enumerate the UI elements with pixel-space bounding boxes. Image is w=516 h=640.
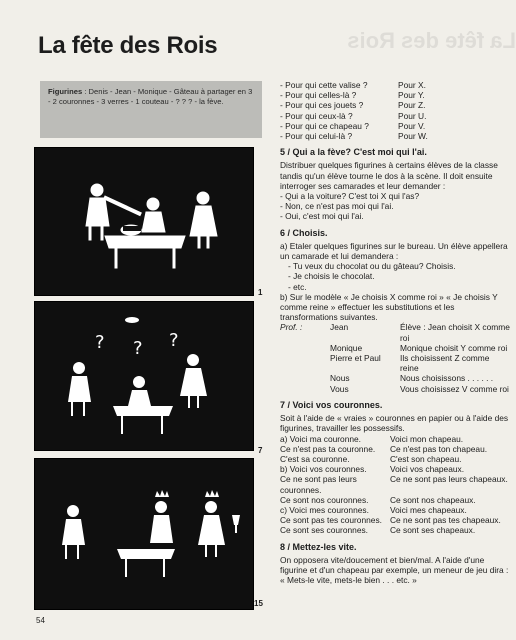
- figurines-box: [40, 81, 262, 138]
- question-row: - Pour qui ces jouets ? Pour Z.: [280, 100, 426, 111]
- section-5-line: - Non, ce n'est pas moi qui l'ai.: [280, 201, 394, 212]
- section-7-heading: 7 / Voici vos couronnes.: [280, 399, 383, 410]
- possessive-row: C'est sa couronne. C'est son chapeau.: [280, 453, 462, 464]
- possessive-row: c) Voici mes couronnes. Voici mes chapeaux.: [280, 504, 467, 515]
- question-row: - Pour qui celles-là ? Pour Y.: [280, 90, 425, 101]
- panel-number-7: 7: [258, 446, 263, 455]
- section-5-text: Distribuer quelques figurines à certains élèves de la classe tandis qu'un élève tourne le dos à la scène. Il doit ensuite interroger ses camarades et leur demander :: [280, 160, 498, 191]
- illustration-panel-1: [34, 147, 254, 296]
- possessive-row: Ce ne sont pas leurs couronnes. Ce ne sont pas leurs chapeaux.: [280, 474, 508, 495]
- section-5-line: - Qui a la voiture? C'est toi X qui l'as?: [280, 191, 420, 202]
- question-row: - Pour qui celui-là ? Pour W.: [280, 131, 428, 142]
- page-number: 54: [36, 616, 45, 625]
- section-6a-line: - etc.: [288, 281, 307, 292]
- possessive-row: Ce sont pas tes couronnes. Ce ne sont pas tes chapeaux.: [280, 515, 501, 526]
- svg-text:?: ?: [133, 338, 143, 359]
- possessive-row: Ce sont nos couronnes. Ce sont nos chapeaux.: [280, 494, 476, 505]
- dialog-row: Monique Monique choisit Y comme roi: [330, 342, 508, 353]
- illustration-cutting-cake: [35, 148, 253, 295]
- panel-number-1: 1: [258, 288, 263, 297]
- dialog-row: Pierre et Paul Ils choisissent Z comme reine: [330, 353, 490, 374]
- dialog-row: Prof. : Jean Élève : Jean choisit X comme roi: [280, 322, 510, 343]
- possessive-row: Ce sont ses couronnes. Ce sont ses chapeaux.: [280, 525, 476, 536]
- section-5-heading: 5 / Qui a la fève? C'est moi qui l'ai.: [280, 147, 427, 158]
- svg-text:?: ?: [169, 330, 179, 351]
- page-title: La fête des Rois: [38, 32, 218, 59]
- section-6a-line: - Tu veux du chocolat ou du gâteau? Choisis.: [288, 261, 456, 272]
- illustration-panel-2: [34, 301, 254, 451]
- illustration-crowns: [35, 459, 253, 609]
- dialog-row: Nous Nous choisissons . . . . . .: [330, 373, 494, 384]
- panel-number-15: 15: [254, 599, 263, 608]
- section-6a-text: a) Etaler quelques figurines sur le bureau. Un élève appellera un camarade et lui demandera :: [280, 240, 508, 262]
- possessive-row: a) Voici ma couronne. Voici mon chapeau.: [280, 433, 464, 444]
- figurines-text: : Denis - Jean - Monique - Gâteau à partager en 3 - 2 couronnes - 3 verres - 1 couteau - ? ? ? - la fève.: [48, 87, 253, 106]
- svg-text:?: ?: [95, 332, 105, 353]
- section-8-text: On opposera vite/doucement et bien/mal. A l'aide d'une figurine et d'un chapeau par exemple, un meneur de jeu dira : « Mets-le vite, mets-le bien . . . etc. »: [280, 554, 509, 586]
- section-6b-text: b) Sur le modèle « Je choisis X comme roi » « Je choisis Y comme reine » effectuer les substitutions et les transformations suivantes.: [280, 291, 498, 323]
- dialog-row: Vous Vous choisissez V comme roi: [330, 383, 509, 394]
- question-row: - Pour qui ceux-là ? Pour U.: [280, 110, 427, 121]
- illustration-question-marks: [35, 302, 253, 450]
- possessive-row: b) Voici vos couronnes. Voici vos chapeaux.: [280, 464, 465, 475]
- section-6a-line: - Je choisis le chocolat.: [288, 271, 375, 282]
- possessive-row: Ce n'est pas ta couronne. Ce n'est pas ton chapeau.: [280, 443, 488, 454]
- bleed-through-text: La fête des Rois: [347, 28, 516, 53]
- section-5-line: - Oui, c'est moi qui l'ai.: [280, 211, 364, 222]
- section-6-heading: 6 / Choisis.: [280, 227, 328, 238]
- illustration-panel-3: [34, 458, 254, 610]
- section-7-text: Soit à l'aide de « vraies » couronnes en papier ou à l'aide des figurines, travailler les possessifs.: [280, 413, 509, 434]
- question-row: - Pour qui cette valise ? Pour X.: [280, 80, 426, 90]
- question-row: - Pour qui ce chapeau ? Pour V.: [280, 120, 426, 131]
- figurines-label: Figurines: [48, 87, 83, 96]
- section-8-heading: 8 / Mettez-les vite.: [280, 541, 357, 552]
- exercises-column: [280, 80, 510, 585]
